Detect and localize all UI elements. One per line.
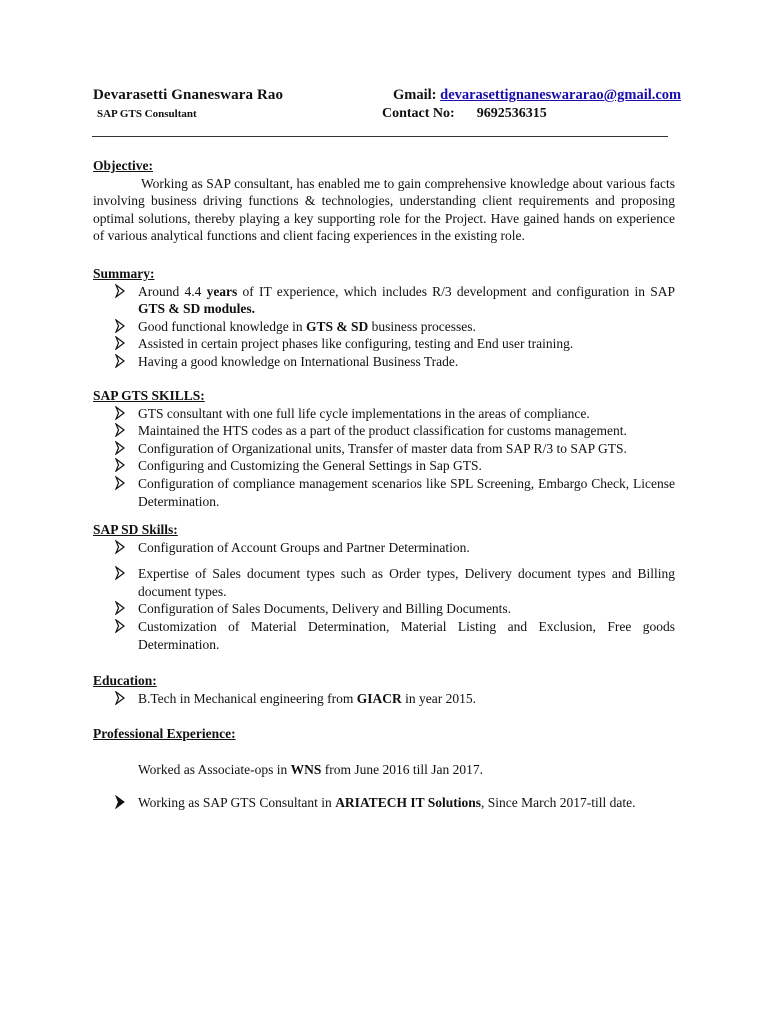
arrow-bullet-icon (115, 284, 125, 298)
list-item: Having a good knowledge on International Business Trade. (93, 353, 675, 371)
arrow-bullet-icon (115, 540, 125, 554)
sd-skills-list (93, 539, 675, 654)
objective-heading: Objective: (93, 158, 153, 173)
summary-list (93, 283, 675, 371)
arrow-bullet-icon (115, 691, 125, 705)
arrow-bullet-icon (115, 319, 125, 333)
gmail-label: Gmail: (393, 87, 437, 103)
list-item: Configuring and Customizing the General Settings in Sap GTS. (93, 457, 675, 475)
arrow-bullet-icon (115, 476, 125, 490)
list-item: Good functional knowledge in GTS & SD business processes. (93, 318, 675, 336)
contact-number: 9692536315 (476, 106, 547, 121)
contact-line (382, 106, 547, 122)
list-item: Assisted in certain project phases like configuring, testing and End user training. (93, 335, 675, 353)
list-item: Working as SAP GTS Consultant in ARIATECH IT Solutions, Since March 2017-till date. (93, 794, 675, 812)
summary-heading: Summary: (93, 266, 155, 281)
gmail-line (393, 87, 681, 104)
arrow-bullet-icon (115, 601, 125, 615)
gts-skills-list (93, 405, 675, 511)
list-item: Configuration of Sales Documents, Delivery and Billing Documents. (93, 600, 675, 618)
email-link[interactable]: devarasettignaneswararao@gmail.com (440, 87, 682, 103)
list-item: Expertise of Sales document types such as Order types, Delivery document types and Billing document types. (93, 565, 675, 600)
experience-list (93, 794, 675, 812)
arrow-bullet-icon (115, 336, 125, 350)
candidate-role: SAP GTS Consultant (97, 108, 197, 120)
arrow-bullet-icon (115, 354, 125, 368)
education-heading: Education: (93, 673, 157, 688)
list-item: Configuration of Organizational units, Transfer of master data from SAP R/3 to SAP GTS. (93, 440, 675, 458)
education-list (93, 690, 675, 708)
list-item: Maintained the HTS codes as a part of the product classification for customs management. (93, 422, 675, 440)
contact-label: Contact No: (382, 106, 455, 121)
candidate-name: Devarasetti Gnaneswara Rao (93, 87, 284, 103)
objective-section (93, 157, 675, 245)
list-item: Around 4.4 years of IT experience, which includes R/3 development and configuration in SAP GTS & SD modules. (93, 283, 675, 318)
gts-skills-section (93, 387, 675, 510)
arrow-bullet-icon (115, 423, 125, 437)
education-section (93, 672, 675, 707)
header-divider (92, 136, 668, 137)
list-item: Customization of Material Determination, Material Listing and Exclusion, Free goods Determination. (93, 618, 675, 653)
objective-text: Working as SAP consultant, has enabled me to gain comprehensive knowledge about various facts involving business driving functions & technologies, understanding client requirements and proposing optimal solutions, thereby playing a key supporting role for the Project. Have gained hands on experience of various analytical functions and client facing experiences in the existing role. (93, 175, 675, 244)
list-item: Configuration of Account Groups and Partner Determination. (93, 539, 675, 557)
arrow-bullet-icon (115, 406, 125, 420)
arrow-bullet-icon (115, 795, 125, 809)
experience-section (93, 725, 675, 812)
arrow-bullet-icon (115, 619, 125, 633)
experience-job-1: Worked as Associate-ops in WNS from June 2016 till Jan 2017. (138, 761, 484, 777)
sd-skills-section (93, 521, 675, 653)
sd-skills-heading: SAP SD Skills: (93, 522, 178, 537)
list-item: Configuration of compliance management scenarios like SPL Screening, Embargo Check, License Determination. (93, 475, 675, 510)
arrow-bullet-icon (115, 441, 125, 455)
gts-skills-heading: SAP GTS SKILLS: (93, 388, 205, 403)
arrow-bullet-icon (115, 566, 125, 580)
experience-heading: Professional Experience: (93, 726, 236, 741)
list-item: GTS consultant with one full life cycle implementations in the areas of compliance. (93, 405, 675, 423)
summary-section (93, 265, 675, 371)
list-item: B.Tech in Mechanical engineering from GIACR in year 2015. (93, 690, 675, 708)
arrow-bullet-icon (115, 458, 125, 472)
